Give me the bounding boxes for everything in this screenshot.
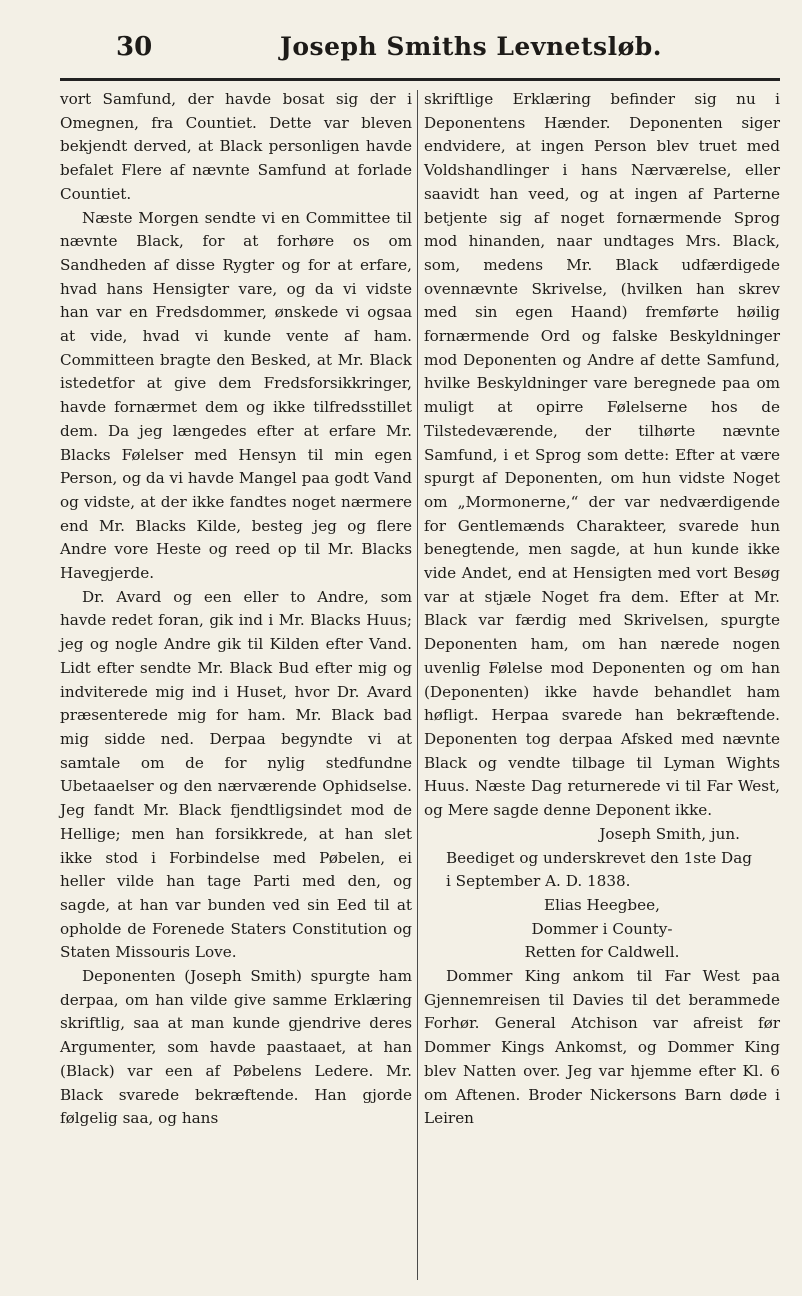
attestation-line: Elias Heegbee,	[544, 895, 660, 914]
paragraph: skriftlige Erklæring befinder sig nu i Deponentens Hænder. Deponenten siger endvidere, at ingen Person blev truet med Voldshandlinger i hans Nærværelse, eller saavidt han veed, og at ingen af Parterne betjente sig af noget fornærmende Sprog mod hinanden, naar undtages Mrs. Black, som, medens Mr. Black udfærdigede ovennævnte Skrivelse, (hvilken han skrev med sin egen Haand) fremførte høilig fornærmende Ord og falske Beskyldninger mod Deponenten og Andre af dette Samfund, hvilke Beskyldninger vare beregnede paa om muligt at opirre Følelserne hos de Tilstedeværende, der tilhørte nævnte Samfund, i et Sprog som dette: Efter at være spurgt af Deponenten, om hun vidste Noget om „Mormonerne,“ der var nedværdigende for Gentlemænds Charakteer, svarede hun benegtende, men sagde, at hun kunde ikke vide Andet, end at Hensigten med vort Besøg var at stjæle Noget fra dem. Efter at Mr. Black var færdig med Skrivelsen, spurgte Deponenten ham, om han nærede nogen uvenlig Følelse mod Deponenten og om han (Deponenten) ikke havde behandlet ham høfligt. Herpaa svarede han bekræftende. Deponenten tog derpaa Afsked med nævnte Black og vendte tilbage til Lyman Wights Huus. Næste Dag returnerede vi til Far West, og Mere sagde denne Deponent ikke.	[424, 90, 780, 820]
running-title: Joseph Smiths Levnetsløb.	[280, 32, 662, 61]
paragraph: Dommer King ankom til Far West paa Gjennemreisen til Davies til det berammede Forhør. General Atchison var afreist før Dommer Kings Ankomst, og Dommer King blev Natten over. Jeg var hjemme efter Kl. 6 om Aftenen. Broder Nickersons Barn døde i Leiren	[424, 967, 780, 1128]
column-divider	[417, 90, 418, 1280]
header-rule	[60, 78, 780, 81]
paragraph: Næste Morgen sendte vi en Committee til nævnte Black, for at forhøre os om Sandheden af disse Rygter og for at erfare, hvad hans Hensigter vare, og da vi vidste han var en Fredsdommer, ønskede vi ogsaa at vide, hvad vi kunde vente af ham. Committeen bragte den Besked, at Mr. Black istedetfor at give dem Fredsforsikkringer, havde fornærmet dem og ikke tilfredsstillet dem. Da jeg længedes efter at erfare Mr. Blacks Følelser med Hensyn til min egen Person, og da vi havde Mangel paa godt Vand og vidste, at der ikke fandtes noget nærmere end Mr. Blacks Kilde, besteg jeg og flere Andre vore Heste og reed op til Mr. Blacks Havegjerde.	[60, 208, 412, 583]
paragraph: Dr. Avard og een eller to Andre, som havde redet foran, gik ind i Mr. Blacks Huus; jeg og nogle Andre gik til Kilden efter Vand. Lidt efter sendte Mr. Black Bud efter mig og indviterede mig ind i Huset, hvor Dr. Avard præsenterede mig for ham. Mr. Black bad mig sidde ned. Derpaa begyndte vi at samtale om de for nylig stedfundne Ubetaaelser og den nærværende Ophidselse. Jeg fandt Mr. Black fjendtligsindet mod de Hellige; men han forsikkrede, at han slet ikke stod i Forbindelse med Pøbelen, ei heller vilde han tage Parti med den, og sagde, at han var bunden ved sin Eed til at opholde de Forenede Staters Constitution og Staten Missouris Love.	[60, 587, 412, 962]
attestation-line: i September A. D. 1838.	[446, 872, 631, 891]
right-column	[424, 88, 780, 1131]
paragraph: Deponenten (Joseph Smith) spurgte ham derpaa, om han vilde give samme Erklæring skriftlig, saa at man kunde gjendrive deres Argumenter, som havde paastaaet, at han (Black) var een af Pøbelens Ledere. Mr. Black svarede bekræftende. Han gjorde følgelig saa, og hans	[60, 967, 412, 1128]
paragraph: vort Samfund, der havde bosat sig der i Omegnen, fra Countiet. Dette var bleven bekjendt derved, at Black personligen havde befalet Flere af nævnte Samfund at forlade Countiet.	[60, 90, 412, 203]
left-column	[60, 88, 412, 1131]
page-number: 30	[116, 32, 153, 62]
attestation-line: Dommer i County-	[531, 919, 673, 938]
signature: Joseph Smith, jun.	[599, 824, 740, 843]
attestation-line: Retten for Caldwell.	[524, 943, 680, 962]
attestation-line: Beediget og underskrevet den 1ste Dag	[446, 848, 752, 867]
page-header	[40, 28, 770, 68]
